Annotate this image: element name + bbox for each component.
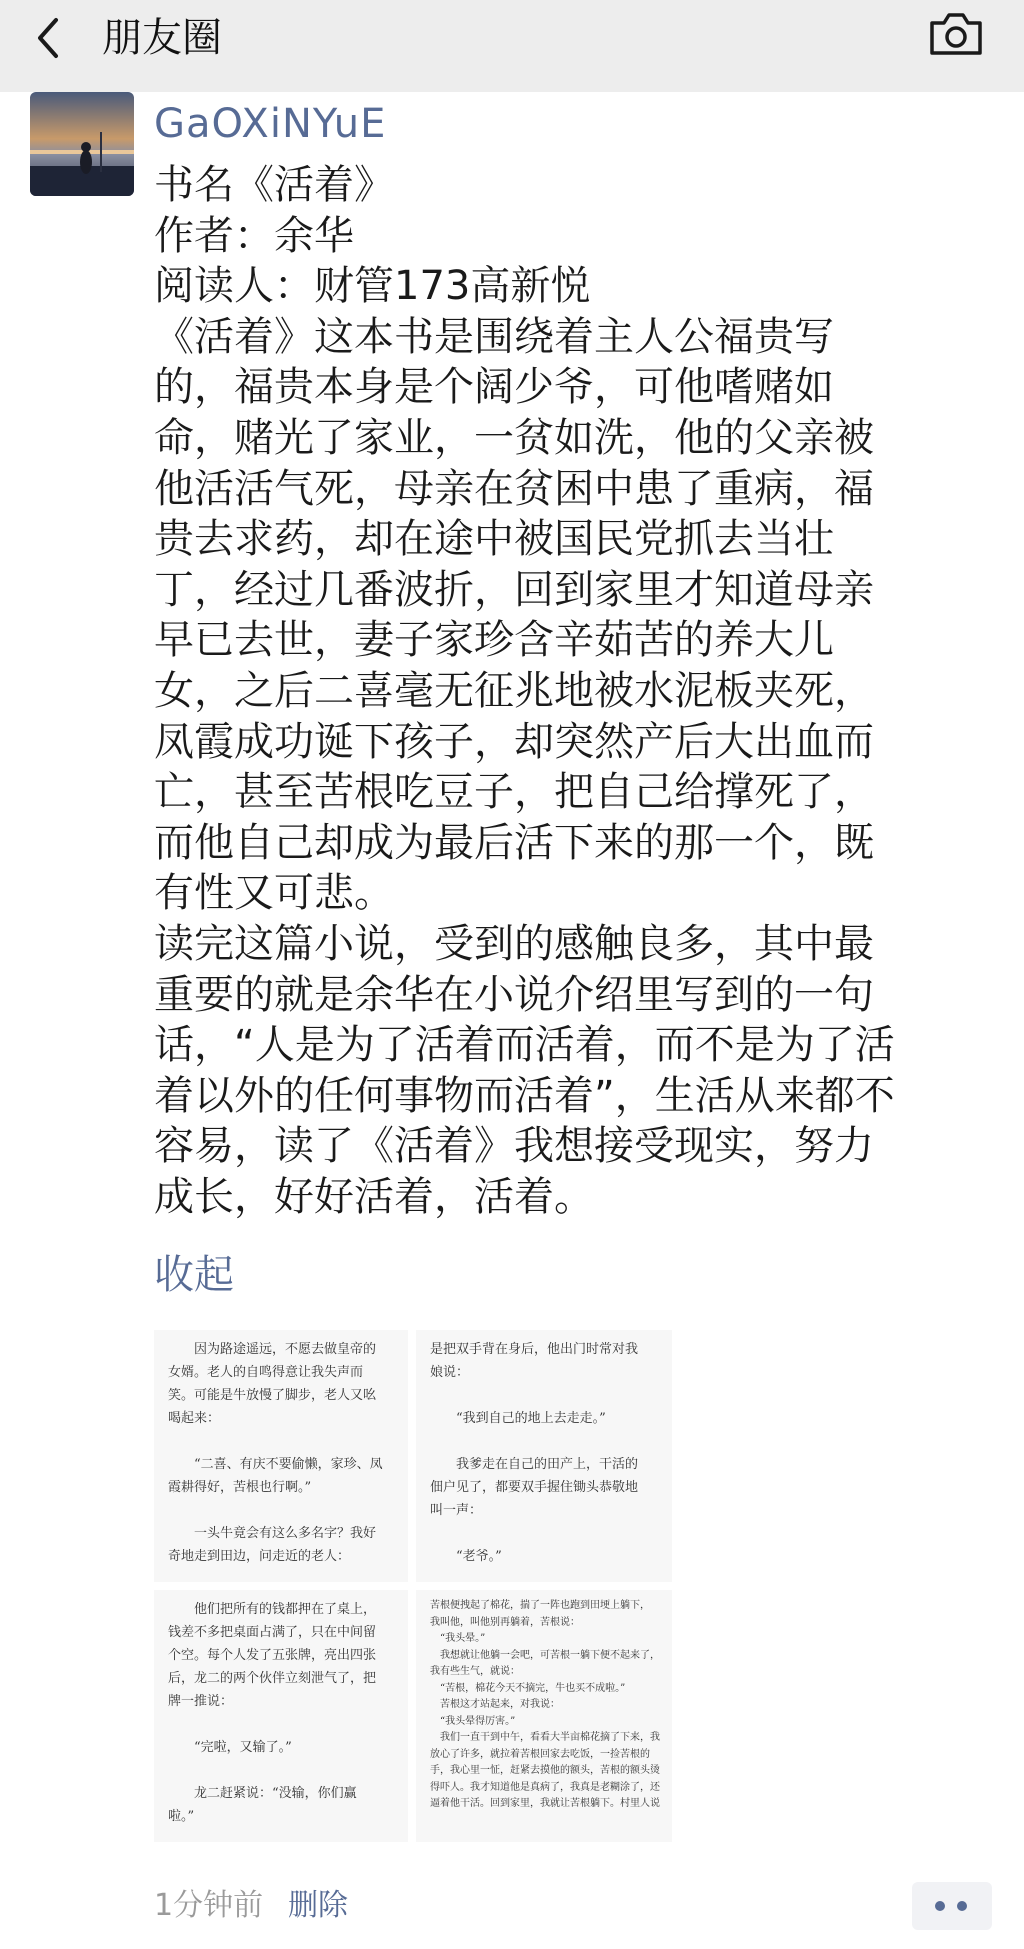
- post-timestamp: 1分钟前: [154, 1888, 264, 1923]
- page-title: 朋友圈: [102, 15, 222, 61]
- post-paragraph-book-info: 书名《活着》 作者：余华 阅读人：财管173高新悦: [154, 162, 591, 310]
- avatar-image: [30, 92, 134, 196]
- post-paragraph-summary: 《活着》这本书是围绕着主人公福贵写 的，福贵本身是个阔少爷，可他嗜赌如 命，赌光了家业，一贫如洗，他的父亲被 他活活气死，母亲在贫困中患了重病，福 贵去求药，却在途中被国民党抓去当壮 丁，经过几番波折，回到家里才知道母亲 早已去世，妻子家珍含辛茹苦的养大儿 女，之后二喜毫无征兆地被水泥板夹死， 凤霞成功诞下孩子，却突然产后大出血而 亡，甚至苦根吃豆子，把自己给撑死了， 而他自己却成为最后活下来的那一个，既 有性又可悲。: [154, 313, 874, 917]
- camera-button[interactable]: [928, 9, 984, 57]
- post-image-grid: [154, 1330, 672, 1842]
- top-navigation-bar: [0, 0, 1024, 92]
- post-image-4[interactable]: [416, 1590, 672, 1842]
- camera-icon: [928, 9, 984, 57]
- post-image-1[interactable]: [154, 1330, 408, 1582]
- delete-button[interactable]: 删除: [288, 1888, 348, 1923]
- post-content: [154, 160, 974, 1222]
- image-text-2: 是把双手背在身后，他出门时常对我 娘说： “我到自己的地上去走走。” 我爹走在自己的田产上，干活的 佃户见了，都要双手握住锄头恭敬地 叫一声： “老爷。”: [430, 1342, 639, 1564]
- chevron-left-icon: [28, 8, 72, 68]
- post-paragraph-reflection: 读完这篇小说，受到的感触良多，其中最 重要的就是余华在小说介绍里写到的一句 话，“人是为了活着而活着，而不是为了活 着以外的任何事物而活着”，生活从来都不 容易，读了《活着》我想接受现实，努力 成长，好好活着，活着。: [154, 920, 895, 1220]
- collapse-link[interactable]: 收起: [154, 1252, 234, 1298]
- back-button[interactable]: [28, 8, 72, 68]
- image-text-4: 苦根便拽起了棉花，揣了一阵也跑到田埂上躺下， 我叫他，叫他别再躺着，苦根说： “我头晕。” 我想就让他躺一会吧，可苦根一躺下便不起来了， 我有些生气，就说： “苦根，棉花今天不摘完，牛也买不成啦。” 苦根这才站起来，对我说： “我头晕得厉害。” 我们一直干到中午，看看大半亩棉花摘了下来，我 放心了许多，就拉着苦根回家去吃饭，一捡苦根的 手，我心里一怔，赶紧去摸他的额头，苦根的额头烫 得吓人。我才知道他是真病了，我真是老糊涂了，还 逼着他干活。回到家里，我就让苦根躺下。村里人说: [430, 1600, 660, 1809]
- post-image-3[interactable]: [154, 1590, 408, 1842]
- more-actions-button[interactable]: [912, 1882, 992, 1930]
- post-image-2[interactable]: [416, 1330, 672, 1582]
- image-text-3: 他们把所有的钱都押在了桌上， 钱差不多把桌面占满了，只在中间留 个空。每个人发了五张牌，亮出四张 后，龙二的两个伙伴立刻泄气了，把 牌一推说： “完啦，又输了。” 龙二赶紧说：“没输，你们赢 啦。”: [168, 1602, 377, 1824]
- avatar[interactable]: [30, 92, 134, 196]
- post-username[interactable]: GaOXiNYuE: [154, 101, 387, 147]
- image-text-1: 因为路途遥远，不愿去做皇帝的 女婿。老人的自鸣得意让我失声而 笑。可能是牛放慢了脚步，老人又吆 喝起来： “二喜、有庆不要偷懒，家珍、凤 霞耕得好，苦根也行啊。” 一头牛竟会有这么多名字？我好 奇地走到田边，问走近的老人：: [168, 1342, 383, 1564]
